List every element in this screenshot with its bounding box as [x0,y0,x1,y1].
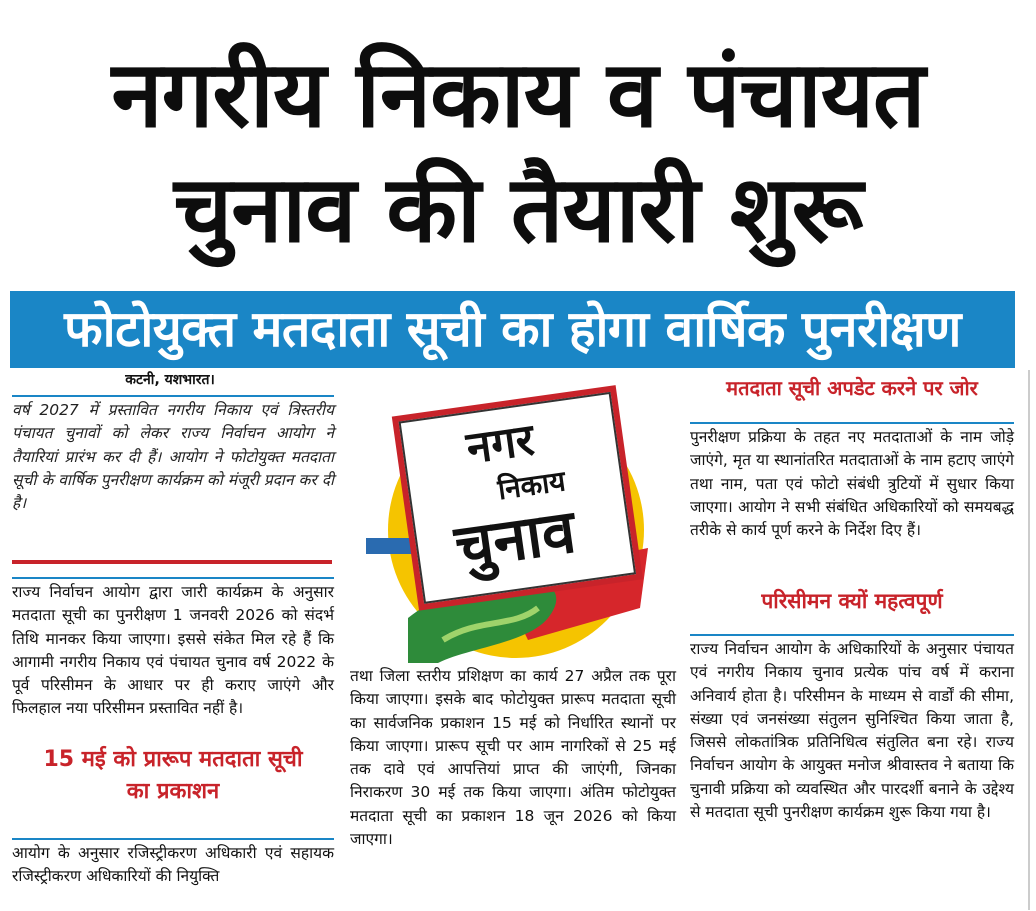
intro-paragraph: वर्ष 2027 में प्रस्तावित नगरीय निकाय एवं त्रिस्तरीय पंचायत चुनावों को लेकर राज्य निर्वाचन आयोग ने तैयारियां प्रारंभ कर दी हैं। आयोग ने फोटोयुक्त मतदाता सूची के वार्षिक पुनरीक्षण कार्यक्रम को मंजूरी प्रदान कर दी है। [12,395,334,515]
intro-divider [12,560,332,564]
middle-column-paragraph: तथा जिला स्तरीय प्रशिक्षण का कार्य 27 अप्रैल तक पूरा किया जाएगा। इसके बाद फोटोयुक्त प्रारूप मतदाता सूची का सार्वजनिक प्रकाशन 15 मई को निर्धारित स्थानों पर किया जाएगा। प्रारूप सूची पर आम नागरिकों से 25 मई तक दावे एवं आपत्तियां प्राप्त की जाएंगी, जिनका निराकरण 30 मई तक किया जाएगा। अंतिम फोटोयुक्त मतदाता सूची का प्रकाशन 18 जून 2026 को किया जाएगा। [350,667,676,849]
left-column-paragraph-2: आयोग के अनुसार रजिस्ट्रीकरण अधिकारी एवं सहायक रजिस्ट्रीकरण अधिकारियों की नियुक्ति [12,838,334,889]
dateline: कटनी, यशभारत। [125,372,215,388]
page-edge-rule [1028,370,1030,910]
logo-word-1: नगर [463,414,538,475]
nagar-nikay-chunav-logo [348,378,678,663]
right-column-subheading-1: मतदाता सूची अपडेट करने पर जोर [726,376,978,400]
right-column-subheading-2: परिसीमन क्यों महत्वपूर्ण [761,589,943,613]
right-column-paragraph-2: राज्य निर्वाचन आयोग के अधिकारियों के अनुसार पंचायत एवं नगरीय निकाय चुनाव प्रत्येक पांच वर्ष में कराना अनिवार्य होता है। परिसीमन के माध्यम से वार्डों की सीमा, संख्या एवं जनसंख्या संतुलन सुनिश्चित किया जाता है, जिससे लोकतांत्रिक प्रतिनिधित्व संतुलित बना रहे। राज्य निर्वाचन आयोग के आयुक्त मनोज श्रीवास्तव ने बताया कि चुनावी प्रक्रिया को व्यवस्थित और पारदर्शी बनाने के उद्देश्य से मतदाता सूची पुनरीक्षण कार्यक्रम शुरू किया गया है। [690,634,1014,824]
logo-word-3: चुनाव [450,496,580,583]
headline-line-1: नगरीय निकाय व पंचायत [111,41,925,148]
right-column-paragraph-1: पुनरीक्षण प्रक्रिया के तहत नए मतदाताओं के नाम जोड़े जाएंगे, मृत या स्थानांतरित मतदाताओं के नाम हटाए जाएंगे तथा नाम, पता एवं फोटो संबंधी त्रुटियों में सुधार किया जाएगा। आयोग ने सभी संबंधित अधिकारियों को समयबद्ध तरीके से कार्य पूर्ण करने के निर्देश दिए हैं। [690,422,1014,542]
headline-line-2: चुनाव की तैयारी शुरू [173,156,863,263]
left-column-subheading [12,744,334,808]
logo-word-2: निकाय [495,464,568,507]
left-subheading-text: 15 मई को प्रारूप मतदाता सूची का प्रकाशन [43,747,303,804]
subheadline-band: फोटोयुक्त मतदाता सूची का होगा वार्षिक पुनरीक्षण [10,291,1015,368]
left-column-paragraph-1: राज्य निर्वाचन आयोग द्वारा जारी कार्यक्रम के अनुसार मतदाता सूची का पुनरीक्षण 1 जनवरी 2026 को संदर्भ तिथि मानकर किया जाएगा। इससे संकेत मिल रहे हैं कि आगामी नगरीय निकाय एवं पंचायत चुनाव वर्ष 2022 के पूर्व परिसीमन के आधार पर ही कराए जाएंगे और फिलहाल नया परिसीमन प्रस्तावित नहीं है। [12,577,334,721]
